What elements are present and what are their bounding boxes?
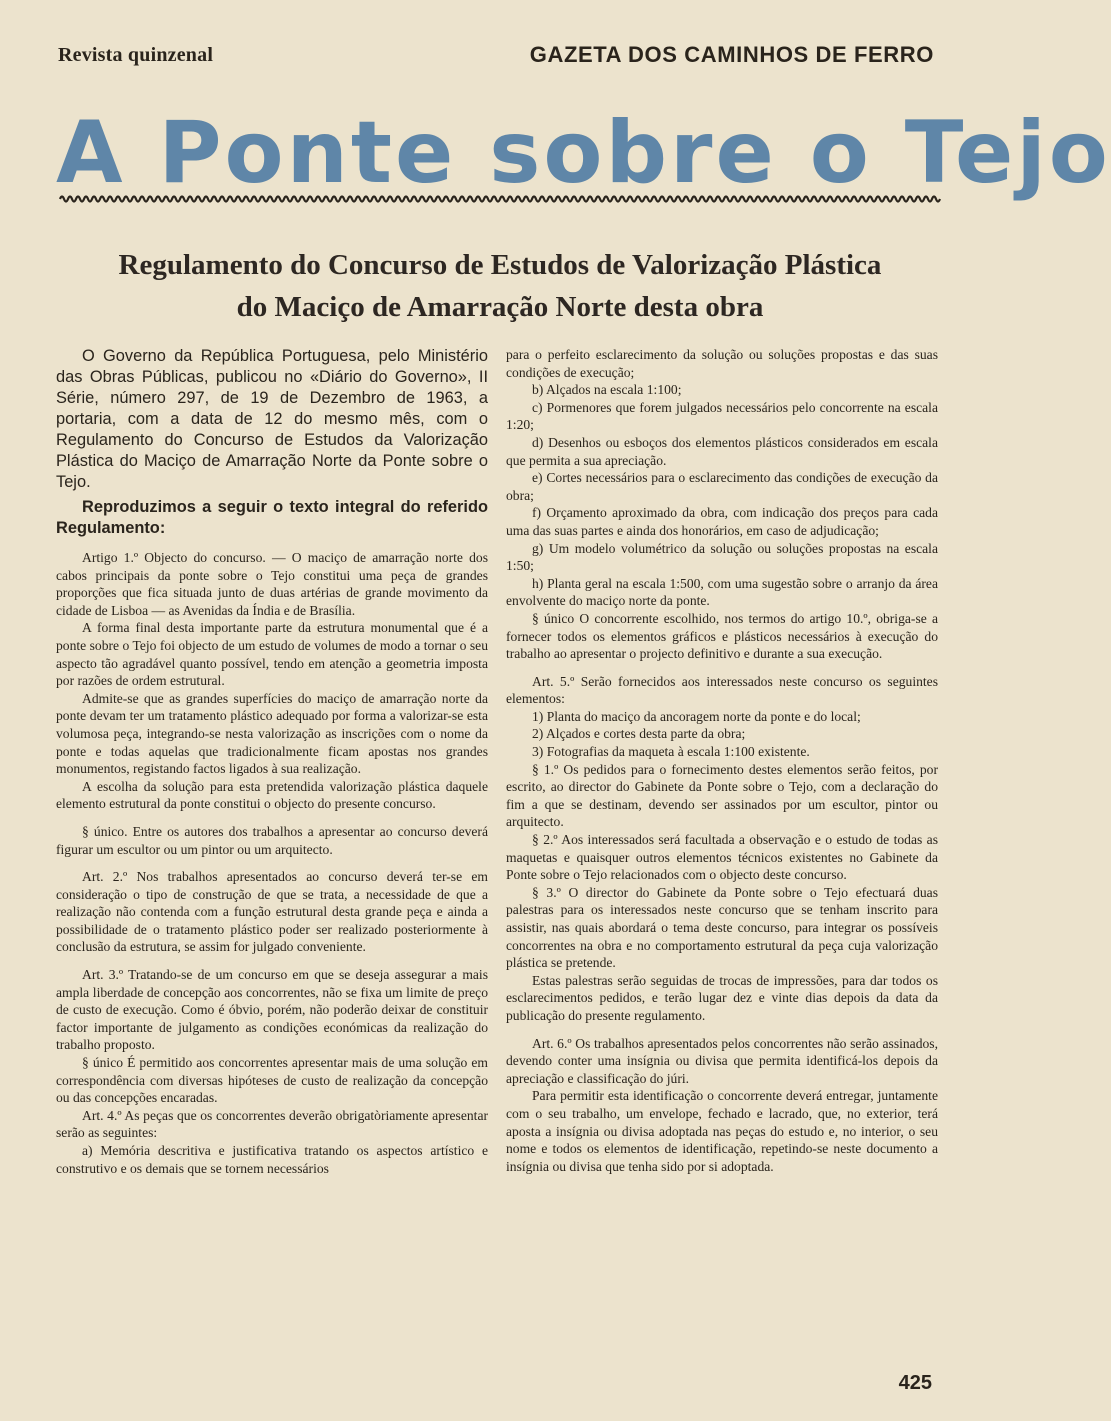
wavy-divider: [60, 193, 936, 205]
list-item: 1) Planta do maciço da ancoragem norte da ponte e do local;: [532, 708, 861, 724]
article-6-paragraph: Art. 6.º Os trabalhos apresentados pelos concorrentes não serão assinados, devendo conter uma insígnia ou divisa que permita identificá-los depois da apreciação e classificação do júri.: [506, 1035, 938, 1086]
list-item: c) Pormenores que forem julgados necessários pelo concorrente na escala 1:20;: [506, 399, 938, 433]
list-item: d) Desenhos ou esboços dos elementos plásticos considerados em escala que permita a sua apreciação.: [506, 434, 938, 468]
list-item: e) Cortes necessários para o esclarecimento das condições de execução da obra;: [506, 470, 938, 503]
article-2-paragraph: Art. 2.º Nos trabalhos apresentados ao concurso deverá ter-se em consideração o tipo de construção de que se trata, a necessidade de que a realização não contenda com a função estrutural desta grande peça e ainda a possibilidade de o tratamento plástico poder ser realizado posteriormente à conclusão da estrutura, se assim for julgado conveniente.: [56, 869, 488, 955]
subtitle-line-1: Regulamento do Concurso de Estudos de Valorização Plástica: [118, 249, 882, 281]
article-4-paragraph: Art. 4.º As peças que os concorrentes deverão obrigatòriamente apresentar serão as seguintes:: [56, 1107, 488, 1141]
body-paragraph: § único O concorrente escolhido, nos termos do artigo 10.º, obriga-se a fornecer todos os elementos gráficos e plásticos necessários à execução do trabalho ao apresentar o projecto definitivo e durante a sua execução.: [506, 610, 938, 662]
body-paragraph: Admite-se que as grandes superfícies do maciço de amarração norte da ponte devam ter um tratamento plástico adequado por forma a valorizar-se esta volumosa peça, integrando-se nesta valorização as inscrições com o nome da ponte e todas aquelas que tradicionalmente ficam apostas nos grandes monumentos, registando factos ligados à sua realização.: [56, 690, 488, 777]
list-item: 2) Alçados e cortes desta parte da obra;: [532, 726, 746, 742]
body-paragraph: para o perfeito esclarecimento da solução ou soluções propostas e das suas condições de execução;: [506, 347, 938, 380]
body-paragraph: § 1.º Os pedidos para o fornecimento destes elementos serão feitos, por escrito, ao director do Gabinete da Ponte sobre o Tejo, com a declaração do fim a que se destinam, devendo ser assinados por um escultor, pintor ou arquitecto.: [506, 761, 938, 830]
article-subtitle: [60, 244, 940, 328]
header-periodicity: Revista quinzenal: [58, 44, 214, 66]
intro-paragraph-2: Reproduzimos a seguir o texto integral do referido Regulamento:: [56, 498, 488, 537]
article-3-paragraph: Art. 3.º Tratando-se de um concurso em que se deseja assegurar a mais ampla liberdade de concepção aos concorrentes, não se fixa um limite de preço de custo de execução. Como é óbvio, porém, não poderão deixar de constituir factor importante de julgamento as condições económicas da realização do trabalho proposto.: [56, 967, 488, 1053]
left-text-column: [56, 346, 488, 1177]
subtitle-line-2: do Maciço de Amarração Norte desta obra: [236, 291, 764, 323]
body-paragraph: A escolha da solução para esta pretendida valorização plástica daquele elemento estrutural da ponte constitui o objecto do presente concurso.: [56, 778, 488, 812]
body-paragraph: § 2.º Aos interessados será facultada a observação e o estudo de todas as maquetas e quaisquer outros elementos técnicos existentes no Gabinete da Ponte sobre o Tejo relacionados com o objecto deste concurso.: [506, 832, 938, 883]
list-item: g) Um modelo volumétrico da solução ou soluções propostas na escala 1:50;: [506, 540, 938, 574]
body-paragraph: § 3.º O director do Gabinete da Ponte sobre o Tejo efectuará duas palestras para os interessados neste concurso que se tenham inscrito para assistir, nas quais abordará o tema deste concurso, para integrar os possíveis concorrentes na obra e no comportamento estrutural da peça cuja valorização plástica se pretende.: [506, 884, 938, 971]
body-paragraph: A forma final desta importante parte da estrutura monumental que é a ponte sobre o Tejo foi objecto de um estudo de volumes de modo a tornar o seu aspecto tão agradável quanto possível, tendo em atenção a geometria imposta por razões de ordem estrutural.: [56, 620, 488, 689]
intro-paragraph: O Governo da República Portuguesa, pelo Ministério das Obras Públicas, publicou no «Diário do Governo», II Série, número 297, de 19 de Dezembro de 1963, a portaria, com a data de 12 do mesmo mês, com o Regulamento do Concurso de Estudos da Valorização Plástica do Maciço de Amarração Norte da Ponte sobre o Tejo.: [56, 347, 488, 491]
article-5-paragraph: Art. 5.º Serão fornecidos aos interessados neste concurso os seguintes elementos:: [506, 673, 938, 707]
list-item: h) Planta geral na escala 1:500, com uma sugestão sobre o arranjo da área envolvente do maciço norte da ponte.: [506, 575, 938, 609]
article-masthead-title: A Ponte sobre o Tejo: [56, 103, 1111, 203]
body-paragraph: Para permitir esta identificação o concorrente deverá entregar, juntamente com o seu trabalho, um envelope, fechado e lacrado, que, no exterior, terá aposta a insígnia ou divisa adoptada nas peças do estudo e, no interior, o seu nome e todos os elementos de identificação, repetindo-se neste documento a insígnia ou divisa que tenha sido por si adoptada.: [506, 1088, 938, 1174]
list-item: 3) Fotografias da maqueta à escala 1:100 existente.: [532, 744, 810, 760]
body-paragraph: § único. Entre os autores dos trabalhos a apresentar ao concurso deverá figurar um escultor ou um pintor ou um arquitecto.: [56, 823, 488, 857]
article-1-paragraph: Artigo 1.º Objecto do concurso. — O maciço de amarração norte dos cabos principais da ponte sobre o Tejo constitui uma peça de grandes proporções que fica situada junto de duas artérias de grande movimento da cidade de Lisboa — as Avenidas da Índia e de Brasília.: [56, 550, 488, 618]
list-item: f) Orçamento aproximado da obra, com indicação dos preços para cada uma das suas partes e ainda dos honorários, em caso de adjudicação;: [506, 505, 938, 538]
body-paragraph: § único É permitido aos concorrentes apresentar mais de uma solução em correspondência com diversas hipóteses de custo de realização da concepção ou das concepções encaradas.: [56, 1055, 488, 1106]
header-publication-name: GAZETA DOS CAMINHOS DE FERRO: [529, 42, 934, 67]
right-text-column: [506, 346, 938, 1175]
list-item: a) Memória descritiva e justificativa tratando os aspectos artístico e construtivo e os demais que se tornem necessários: [56, 1143, 488, 1176]
page-number: 425: [898, 1372, 932, 1394]
list-item: b) Alçados na escala 1:100;: [532, 382, 682, 398]
body-paragraph: Estas palestras serão seguidas de trocas de impressões, para dar todos os esclarecimentos pedidos, e terão lugar dez e vinte dias depois da data da publicação do presente regulamento.: [506, 972, 938, 1023]
